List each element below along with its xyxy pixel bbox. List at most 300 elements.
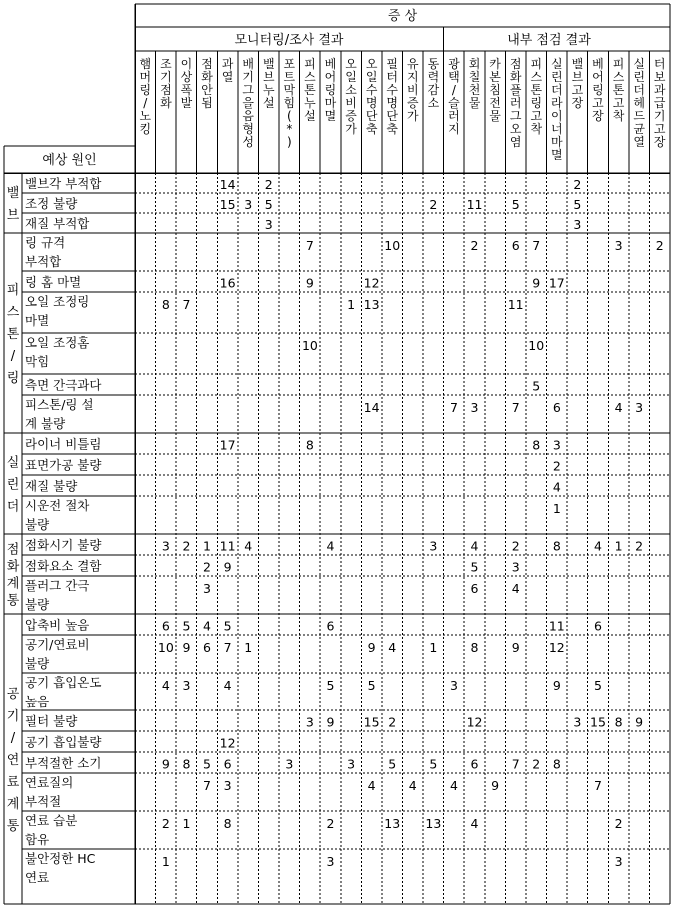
matrix-value: 1 bbox=[614, 538, 623, 554]
column-header-char: / bbox=[451, 83, 456, 97]
column-header-char: 어 bbox=[324, 70, 337, 84]
matrix-value: 10 bbox=[301, 338, 318, 353]
cause-label-line: 높음 bbox=[25, 694, 50, 709]
column-header-char: 오 bbox=[509, 122, 522, 136]
matrix-value: 6 bbox=[470, 756, 479, 772]
cause-label bbox=[25, 756, 101, 771]
column-header-char: 장 bbox=[571, 96, 584, 110]
column-header-char: 킹 bbox=[139, 122, 152, 136]
cause-label-line: 부적절 bbox=[25, 794, 62, 809]
column-header-char: 피 bbox=[530, 57, 543, 71]
column-header-char: 단 bbox=[386, 109, 399, 123]
column-header-char: 됨 bbox=[201, 96, 213, 110]
cause-label-line: 불안정한 HC bbox=[25, 851, 96, 866]
column-header-char: 열 bbox=[221, 70, 234, 84]
cause-label-line: 시운전 절차 bbox=[25, 498, 90, 513]
column-header-char: 린 bbox=[633, 70, 645, 84]
group-label-char: / bbox=[10, 349, 16, 364]
matrix-value: 10 bbox=[157, 640, 174, 655]
cause-label bbox=[25, 637, 90, 671]
column-header-char: 소 bbox=[427, 96, 440, 110]
column-header bbox=[448, 56, 460, 136]
matrix-value: 5 bbox=[367, 678, 376, 693]
matrix-value: 2 bbox=[655, 238, 664, 253]
matrix-value: 6 bbox=[511, 238, 520, 253]
column-header-char: 오 bbox=[345, 57, 357, 71]
matrix-value: 12 bbox=[548, 640, 565, 655]
column-header-char: 더 bbox=[551, 83, 563, 97]
matrix-value: 9 bbox=[326, 714, 335, 730]
cause-label-line: 링 규격 bbox=[25, 235, 66, 250]
column-header bbox=[551, 56, 563, 162]
cause-label-line: 라이너 비틀림 bbox=[25, 436, 102, 452]
matrix-value: 8 bbox=[552, 756, 561, 772]
cause-label-line: 재질 불량 bbox=[25, 478, 78, 494]
matrix-value: 15 bbox=[590, 714, 606, 730]
matrix-value: 15 bbox=[219, 197, 236, 212]
column-header-char: 단 bbox=[365, 109, 378, 123]
cause-label-line: 막힘 bbox=[25, 354, 50, 369]
column-header bbox=[469, 56, 481, 110]
column-header-char: 드 bbox=[633, 109, 645, 123]
matrix-value: 5 bbox=[182, 618, 191, 634]
group-label-char: 린 bbox=[6, 477, 20, 493]
matrix-value: 2 bbox=[182, 538, 191, 554]
matrix-value: 2 bbox=[326, 816, 335, 831]
matrix-value: 9 bbox=[161, 756, 170, 772]
cause-label-line: 함유 bbox=[25, 832, 50, 847]
column-header-char: 밸 bbox=[571, 57, 584, 71]
column-header-char: 명 bbox=[365, 96, 378, 110]
column-header-char: 카 bbox=[489, 57, 501, 71]
matrix-value: 6 bbox=[594, 618, 602, 634]
column-header-char: 러 bbox=[509, 96, 522, 110]
column-header-char: 헤 bbox=[633, 96, 645, 110]
column-header-char: 라 bbox=[551, 96, 563, 110]
group-label-char: 더 bbox=[6, 499, 20, 515]
column-header bbox=[386, 56, 398, 136]
column-header-char: 슬 bbox=[448, 96, 460, 110]
group-label bbox=[7, 687, 20, 834]
group-label-char: 실 bbox=[6, 455, 20, 471]
column-header bbox=[139, 56, 151, 136]
cause-label bbox=[25, 714, 77, 729]
matrix-value: 4 bbox=[511, 581, 520, 596]
column-header bbox=[428, 57, 440, 110]
column-header-char: 린 bbox=[551, 70, 563, 84]
column-header-char: 가 bbox=[345, 122, 357, 136]
column-header-char: 지 bbox=[406, 70, 419, 84]
cause-label-line: 연료질의 bbox=[25, 775, 74, 790]
matrix-value: 3 bbox=[347, 756, 356, 772]
column-header-char: 폭 bbox=[180, 83, 193, 97]
column-header-char: 멸 bbox=[551, 148, 563, 162]
matrix-value: 1 bbox=[161, 854, 170, 869]
matrix-value: 3 bbox=[449, 678, 458, 693]
matrix-value: 4 bbox=[326, 538, 335, 554]
matrix-value: 5 bbox=[203, 756, 211, 772]
cause-label-line: 계 불량 bbox=[25, 416, 66, 431]
cause-label-line: 오일 조정링 bbox=[25, 294, 90, 309]
column-header-char: 일 bbox=[365, 70, 378, 84]
column-header-char: 톤 bbox=[612, 83, 625, 97]
column-header bbox=[160, 57, 172, 110]
matrix-value: 2 bbox=[203, 559, 211, 575]
cause-label bbox=[25, 437, 101, 452]
matrix-value: 8 bbox=[532, 437, 541, 453]
matrix-value: 9 bbox=[182, 640, 191, 655]
matrix-value: 13 bbox=[363, 297, 380, 312]
column-header-char: 증 bbox=[406, 96, 419, 110]
matrix-value: 4 bbox=[203, 618, 211, 634]
cause-label bbox=[25, 735, 101, 750]
column-header-char: 러 bbox=[448, 109, 460, 123]
column-header-char: 밸 bbox=[262, 57, 275, 71]
column-header-char: 설 bbox=[304, 109, 316, 123]
matrix-value: 17 bbox=[219, 437, 236, 453]
column-header-char: 지 bbox=[448, 122, 460, 136]
cause-label-line: 측면 간극과다 bbox=[25, 377, 102, 393]
matrix-value: 5 bbox=[594, 678, 602, 693]
column-header-char: 링 bbox=[592, 83, 604, 97]
column-header-char: 물 bbox=[468, 96, 481, 110]
matrix-value: 2 bbox=[532, 756, 541, 772]
column-header-char: 스 bbox=[612, 70, 625, 84]
cause-label-line: 부적절한 소기 bbox=[25, 755, 102, 771]
column-header-char: 본 bbox=[489, 70, 501, 84]
matrix-value: 14 bbox=[363, 400, 380, 415]
matrix-value: 9 bbox=[367, 640, 376, 655]
cause-label bbox=[25, 851, 96, 885]
matrix-value: 10 bbox=[384, 238, 401, 253]
matrix-value: 7 bbox=[449, 400, 458, 415]
matrix-value: 4 bbox=[614, 400, 623, 415]
matrix-value: 3 bbox=[223, 778, 232, 793]
matrix-value: 8 bbox=[161, 297, 170, 312]
matrix-value: 1 bbox=[429, 640, 438, 655]
cause-label bbox=[25, 813, 77, 847]
group-label-char: 피 bbox=[6, 283, 20, 298]
column-header bbox=[284, 57, 296, 149]
matrix-value: 3 bbox=[635, 400, 644, 415]
matrix-value: 8 bbox=[552, 538, 561, 554]
column-header bbox=[510, 56, 522, 149]
matrix-value: 4 bbox=[552, 479, 561, 495]
column-header-char: 링 bbox=[139, 83, 152, 97]
cause-label bbox=[25, 216, 89, 231]
column-header-char: 실 bbox=[551, 57, 563, 71]
column-header-char: 열 bbox=[633, 135, 645, 149]
cause-label-line: 조정 불량 bbox=[25, 196, 78, 211]
column-header-char: 베 bbox=[324, 57, 337, 71]
column-header-char: 기 bbox=[160, 70, 172, 84]
matrix-value: 9 bbox=[635, 714, 644, 730]
matrix-value: 5 bbox=[264, 197, 273, 212]
column-header-char: 고 bbox=[612, 96, 625, 110]
matrix-value: 5 bbox=[511, 197, 520, 212]
matrix-value: 4 bbox=[223, 678, 232, 693]
matrix-value: 3 bbox=[573, 714, 582, 730]
cause-label-line: 링 홈 마멸 bbox=[25, 274, 82, 290]
column-header-char: * bbox=[286, 122, 293, 136]
group-label-char: 브 bbox=[6, 208, 20, 223]
group-label-char: 점 bbox=[6, 542, 20, 558]
column-header-char: 오 bbox=[365, 57, 378, 71]
matrix-value: 4 bbox=[161, 678, 170, 693]
column-header-char: 착 bbox=[530, 122, 543, 136]
column-header-char: 동 bbox=[427, 57, 440, 71]
group-label bbox=[7, 455, 20, 515]
matrix-value: 3 bbox=[244, 197, 253, 212]
column-header-char: 톤 bbox=[530, 83, 543, 97]
column-header-char: 피 bbox=[612, 57, 625, 71]
matrix-value: 2 bbox=[429, 197, 438, 212]
column-header-char: 음 bbox=[242, 109, 254, 123]
column-header-char: 햄 bbox=[139, 57, 152, 71]
column-header-char: 고 bbox=[571, 83, 584, 97]
column-header-char: 명 bbox=[386, 96, 399, 110]
matrix-value: 3 bbox=[470, 400, 479, 415]
column-header-char: ) bbox=[286, 135, 292, 149]
matrix-value: 3 bbox=[511, 559, 520, 575]
column-header-char: 마 bbox=[324, 96, 337, 110]
inspection-header: 내부 점검 결과 bbox=[507, 33, 591, 48]
column-header-char: 가 bbox=[406, 109, 419, 123]
matrix-value: 3 bbox=[285, 756, 294, 772]
cause-label bbox=[25, 335, 89, 369]
column-header-char: 스 bbox=[530, 70, 543, 84]
column-header-char: ( bbox=[286, 109, 292, 123]
matrix-value: 17 bbox=[548, 275, 565, 291]
matrix-value: 11 bbox=[507, 297, 524, 312]
column-header-char: 수 bbox=[386, 83, 399, 97]
column-header-char: 장 bbox=[653, 135, 666, 149]
column-header-char: 브 bbox=[571, 70, 584, 84]
group-label-char: 통 bbox=[6, 593, 20, 609]
column-header bbox=[613, 56, 625, 123]
matrix-value: 10 bbox=[528, 338, 545, 353]
column-header-char: 기 bbox=[242, 70, 254, 84]
column-header-char: 너 bbox=[551, 122, 563, 136]
cause-label bbox=[25, 176, 101, 191]
matrix-value: 9 bbox=[491, 778, 500, 793]
matrix-value: 9 bbox=[305, 275, 314, 291]
cause-label-line: 공기/연료비 bbox=[25, 637, 90, 652]
column-header-char: 기 bbox=[653, 109, 666, 123]
column-header bbox=[222, 56, 234, 84]
column-header bbox=[592, 56, 604, 123]
group-label-char: 통 bbox=[6, 819, 20, 834]
cause-label bbox=[25, 675, 101, 709]
column-header-char: 노 bbox=[139, 109, 152, 123]
matrix-value: 6 bbox=[470, 581, 479, 596]
matrix-value: 2 bbox=[573, 177, 582, 192]
cause-label bbox=[25, 458, 101, 473]
matrix-value: 7 bbox=[532, 238, 541, 253]
matrix-value: 3 bbox=[182, 678, 191, 693]
matrix-value: 2 bbox=[552, 458, 561, 474]
matrix-value: 12 bbox=[219, 735, 236, 751]
group-label-char: 화 bbox=[6, 559, 20, 575]
matrix-value: 11 bbox=[466, 197, 483, 212]
group-label-char: 계 bbox=[6, 576, 20, 592]
column-header bbox=[530, 56, 542, 136]
column-header-char: 수 bbox=[365, 83, 378, 97]
column-header-char: 과 bbox=[653, 83, 666, 97]
column-header bbox=[366, 57, 378, 136]
matrix-value: 7 bbox=[223, 640, 232, 655]
column-header-char: 스 bbox=[304, 70, 316, 84]
column-header-char: 급 bbox=[653, 96, 666, 110]
group-label bbox=[7, 185, 20, 223]
column-header-char: 전 bbox=[489, 96, 501, 110]
cause-label-line: 불량 bbox=[25, 597, 50, 612]
cause-label-line: 불량 bbox=[25, 656, 50, 671]
column-header-char: 마 bbox=[551, 135, 563, 149]
matrix-value: 6 bbox=[161, 618, 170, 634]
symptom-header: 증 상 bbox=[387, 9, 418, 24]
matrix-value: 3 bbox=[326, 854, 335, 869]
cause-label-line: 오일 조정홈 bbox=[25, 335, 90, 350]
matrix-value: 4 bbox=[408, 778, 417, 793]
matrix-value: 1 bbox=[203, 538, 211, 554]
column-header-char: 상 bbox=[180, 70, 193, 84]
matrix-value: 2 bbox=[511, 538, 520, 554]
column-header-char: 이 bbox=[180, 57, 193, 71]
group-label bbox=[7, 542, 20, 609]
column-header-char: 점 bbox=[201, 57, 213, 71]
matrix-value: 5 bbox=[429, 756, 438, 772]
column-header-char: 감 bbox=[427, 83, 440, 97]
matrix-value: 3 bbox=[614, 238, 623, 253]
matrix-value: 7 bbox=[203, 778, 211, 793]
column-header-char: 착 bbox=[612, 109, 625, 123]
cause-label bbox=[25, 294, 89, 328]
column-header-char: 택 bbox=[448, 70, 460, 84]
cause-label-line: 점화요소 결함 bbox=[25, 558, 102, 574]
column-header-char: 칠 bbox=[468, 70, 481, 84]
column-header bbox=[345, 57, 357, 136]
column-header-char: 고 bbox=[653, 122, 666, 136]
matrix-value: 12 bbox=[466, 714, 483, 730]
cause-label bbox=[25, 498, 89, 532]
matrix-value: 3 bbox=[614, 854, 623, 869]
column-header-char: 증 bbox=[345, 109, 357, 123]
column-header bbox=[201, 56, 213, 110]
monitoring-header: 모니터링/조사 결과 bbox=[234, 33, 344, 48]
column-header-char: 축 bbox=[365, 122, 378, 136]
column-header bbox=[304, 56, 316, 123]
column-header-char: 형 bbox=[242, 122, 254, 136]
column-header bbox=[572, 56, 584, 110]
cause-label-line: 부적합 bbox=[25, 254, 62, 269]
column-header-char: 광 bbox=[448, 57, 460, 71]
column-header-char: 막 bbox=[283, 83, 296, 97]
column-header-char: 멸 bbox=[324, 109, 337, 123]
column-header-char: 성 bbox=[242, 135, 254, 149]
column-header-char: 누 bbox=[304, 96, 316, 110]
group-label-char: 스 bbox=[6, 305, 20, 320]
matrix-value: 9 bbox=[532, 275, 541, 291]
matrix-value: 6 bbox=[203, 640, 211, 655]
matrix-value: 6 bbox=[223, 756, 232, 772]
cause-label-line: 마멸 bbox=[25, 313, 50, 328]
group-label-char: 공 bbox=[6, 687, 20, 702]
column-header-char: 실 bbox=[633, 57, 645, 71]
matrix-value: 13 bbox=[425, 816, 442, 831]
matrix-value: 5 bbox=[223, 618, 232, 634]
column-header-char: 고 bbox=[592, 96, 604, 110]
matrix-value: 9 bbox=[511, 640, 520, 655]
column-header-char: 피 bbox=[304, 57, 316, 71]
column-header-char: 일 bbox=[345, 70, 357, 84]
cause-label-line: 점화시기 불량 bbox=[25, 537, 102, 553]
column-header-char: 염 bbox=[509, 135, 522, 149]
group-label-char: 료 bbox=[6, 775, 20, 790]
column-header-char: / bbox=[143, 96, 148, 110]
cause-label bbox=[25, 196, 77, 211]
matrix-value: 16 bbox=[219, 275, 236, 291]
matrix-value: 2 bbox=[635, 538, 644, 554]
column-header-char: 고 bbox=[530, 109, 543, 123]
column-header-char: 이 bbox=[551, 109, 563, 123]
matrix-value: 9 bbox=[223, 559, 232, 575]
matrix-value: 4 bbox=[244, 538, 253, 554]
matrix-value: 2 bbox=[388, 714, 397, 730]
column-header-char: 보 bbox=[653, 70, 666, 84]
cause-label-line: 표면가공 불량 bbox=[25, 457, 102, 473]
cause-label bbox=[25, 538, 101, 553]
cause-label-line: 압축비 높음 bbox=[25, 617, 90, 633]
column-header-char: 터 bbox=[653, 57, 666, 71]
matrix-value: 3 bbox=[573, 217, 582, 232]
group-label-char: / bbox=[10, 731, 16, 746]
column-header-char: 력 bbox=[427, 70, 440, 84]
group-label-char: 링 bbox=[6, 371, 20, 386]
column-header-char: 터 bbox=[386, 70, 399, 84]
column-header-char: 천 bbox=[468, 83, 481, 97]
column-header-char: 소 bbox=[345, 83, 357, 97]
matrix-value: 3 bbox=[161, 538, 170, 554]
column-header-char: 화 bbox=[509, 70, 522, 84]
matrix-value: 8 bbox=[470, 640, 479, 655]
column-header-char: 점 bbox=[509, 57, 522, 71]
matrix-value: 1 bbox=[552, 501, 561, 516]
matrix-value: 11 bbox=[219, 538, 236, 554]
column-header-char: 필 bbox=[386, 57, 399, 71]
matrix-value: 12 bbox=[363, 275, 380, 291]
matrix-value: 3 bbox=[429, 538, 438, 554]
matrix-value: 4 bbox=[594, 538, 602, 554]
cause-header: 예상 원인 bbox=[42, 153, 97, 168]
matrix-value: 5 bbox=[388, 756, 397, 772]
matrix-value: 3 bbox=[552, 437, 561, 453]
matrix-value: 4 bbox=[367, 778, 376, 793]
matrix-value: 7 bbox=[305, 238, 314, 253]
column-header bbox=[263, 56, 275, 110]
group-label bbox=[7, 282, 20, 386]
cause-label bbox=[25, 275, 81, 290]
cause-label bbox=[25, 559, 101, 574]
matrix-value: 8 bbox=[614, 714, 623, 730]
matrix-value: 8 bbox=[182, 756, 191, 772]
matrix-value: 5 bbox=[573, 197, 582, 212]
column-header-char: 포 bbox=[283, 57, 296, 71]
column-header-char: 어 bbox=[592, 70, 604, 84]
column-header-char: 회 bbox=[468, 57, 481, 71]
column-header-char: 과 bbox=[221, 57, 234, 71]
group-label-char: 기 bbox=[6, 709, 20, 724]
